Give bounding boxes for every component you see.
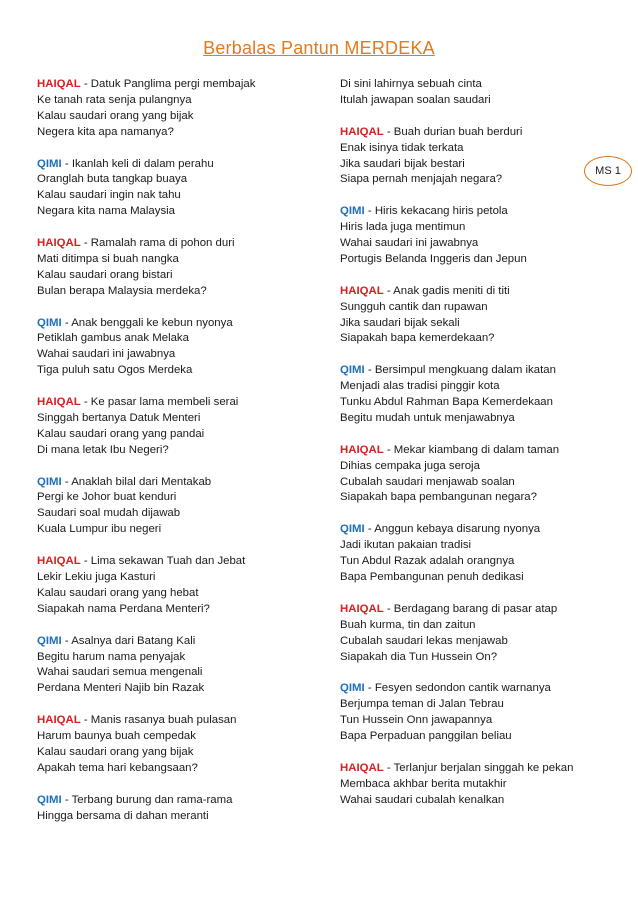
pantun-line — [340, 236, 610, 252]
line-text: - Ramalah rama di pohon duri — [83, 237, 235, 250]
line-text: - Hiris kekacang hiris petola — [367, 205, 508, 218]
pantun-line — [37, 554, 317, 570]
line-text: Apakah tema hari kebangsaan? — [37, 761, 198, 774]
line-text: Wahai saudari ini jawabnya — [37, 348, 176, 361]
line-text: - Ke pasar lama membeli serai — [83, 396, 239, 409]
pantun-line — [340, 395, 610, 411]
pantun-line — [37, 602, 317, 618]
speaker-name: QIMI — [37, 316, 62, 329]
line-text: Portugis Belanda Inggeris dan Jepun — [340, 252, 527, 265]
pantun-stanza — [340, 204, 610, 268]
line-text: Wahai saudari cubalah kenalkan — [340, 793, 505, 806]
speaker-name: HAIQAL — [37, 78, 81, 90]
pantun-line — [340, 490, 610, 506]
speaker-name: QIMI — [340, 364, 365, 377]
line-text: Perdana Menteri Najib bin Razak — [37, 682, 205, 695]
line-text: Mati ditimpa si buah nangka — [37, 252, 179, 265]
line-text: Tiga puluh satu Ogos Merdeka — [37, 364, 193, 377]
pantun-line — [37, 252, 317, 268]
pantun-line — [340, 77, 610, 93]
line-text: Siapa pernah menjajah negara? — [340, 173, 503, 186]
line-text: - Bersimpul mengkuang dalam ikatan — [367, 364, 556, 377]
pantun-line — [37, 284, 317, 300]
line-text: - Terlanjur berjalan singgah ke pekan — [386, 761, 574, 774]
pantun-stanza — [37, 554, 317, 618]
pantun-line — [340, 220, 610, 236]
line-text: Ke tanah rata senja pulangnya — [37, 93, 192, 106]
pantun-line — [340, 681, 610, 697]
pantun-line — [340, 634, 610, 650]
pantun-line — [340, 713, 610, 729]
pantun-line — [37, 188, 317, 204]
speaker-name: HAIQAL — [37, 555, 81, 568]
line-text: Hingga bersama di dahan meranti — [37, 809, 209, 822]
line-text: Kalau saudari orang yang bijak — [37, 109, 194, 122]
pantun-stanza — [37, 713, 317, 777]
pantun-line — [37, 172, 317, 188]
pantun-line — [340, 793, 610, 809]
speaker-name: HAIQAL — [340, 761, 384, 774]
line-text: - Anak benggali ke kebun nyonya — [64, 316, 233, 329]
pantun-line — [37, 427, 317, 443]
pantun-line — [340, 761, 610, 777]
speaker-name: HAIQAL — [340, 125, 384, 138]
pantun-line — [340, 204, 610, 220]
pantun-line — [340, 379, 610, 395]
pantun-stanza — [340, 284, 610, 348]
pantun-line — [340, 125, 610, 141]
pantun-stanza — [340, 761, 610, 809]
line-text: Cubalah saudari menjawab soalan — [340, 475, 515, 488]
line-text: Siapakah dia Tun Hussein On? — [340, 650, 498, 663]
speaker-name: HAIQAL — [340, 443, 384, 456]
line-text: Begitu mudah untuk menjawabnya — [340, 411, 515, 424]
speaker-name: QIMI — [340, 682, 365, 695]
pantun-line — [340, 141, 610, 157]
pantun-stanza — [37, 475, 317, 539]
line-text: - Anak gadis meniti di titi — [386, 284, 510, 297]
line-text: Enak isinya tidak terkata — [340, 141, 464, 154]
line-text: - Asalnya dari Batang Kali — [64, 634, 196, 647]
pantun-line — [37, 395, 317, 411]
pantun-stanza — [37, 634, 317, 698]
pantun-line — [340, 618, 610, 634]
pantun-stanza — [37, 77, 317, 141]
pantun-line — [340, 554, 610, 570]
line-text: Bapa Pembangunan penuh dedikasi — [340, 571, 524, 583]
document-title: Berbalas Pantun MERDEKA — [203, 38, 435, 58]
line-text: Wahai saudari semua mengenali — [37, 666, 203, 679]
pantun-line — [37, 93, 317, 109]
line-text: Pergi ke Johor buat kenduri — [37, 491, 177, 504]
pantun-stanza — [340, 443, 610, 507]
pantun-line — [340, 284, 610, 300]
speaker-name: QIMI — [37, 634, 62, 647]
pantun-line — [37, 411, 317, 427]
line-text: Cubalah saudari lekas menjawab — [340, 634, 508, 647]
line-text: Jika saudari bijak sekali — [340, 316, 460, 329]
line-text: - Fesyen sedondon cantik warnanya — [367, 682, 551, 695]
pantun-line — [37, 316, 317, 332]
pantun-line — [37, 761, 317, 777]
pantun-line — [37, 157, 317, 173]
line-text: - Buah durian buah berduri — [386, 125, 523, 138]
pantun-line — [340, 252, 610, 268]
pantun-stanza — [340, 77, 610, 109]
speaker-name: HAIQAL — [37, 714, 81, 727]
pantun-stanza — [340, 125, 610, 189]
line-text: Siapakah nama Perdana Menteri? — [37, 602, 210, 615]
pantun-line — [37, 793, 317, 809]
pantun-line — [340, 157, 610, 173]
line-text: Bulan berapa Malaysia merdeka? — [37, 284, 207, 297]
line-text: Harum baunya buah cempedak — [37, 730, 196, 743]
pantun-line — [340, 697, 610, 713]
pantun-line — [340, 316, 610, 332]
pantun-line — [340, 459, 610, 475]
pantun-line — [37, 443, 317, 459]
line-text: Kalau saudari orang yang hebat — [37, 586, 199, 599]
pantun-line — [37, 475, 317, 491]
pantun-line — [37, 125, 317, 141]
pantun-line — [37, 490, 317, 506]
line-text: Kalau saudari ingin nak tahu — [37, 189, 181, 202]
line-text: Tun Hussein Onn jawapannya — [340, 714, 493, 727]
line-text: Dihias cempaka juga seroja — [340, 459, 480, 472]
speaker-name: QIMI — [37, 475, 62, 488]
pantun-line — [340, 522, 610, 538]
line-text: Jadi ikutan pakaian tradisi — [340, 539, 472, 552]
line-text: Singgah bertanya Datuk Menteri — [37, 411, 201, 424]
pantun-line — [37, 109, 317, 125]
pantun-line — [340, 538, 610, 554]
pantun-stanza — [37, 316, 317, 380]
pantun-line — [37, 506, 317, 522]
line-text: Kuala Lumpur ibu negeri — [37, 523, 162, 536]
line-text: Bapa Perpaduan panggilan beliau — [340, 730, 512, 743]
speaker-name: QIMI — [340, 205, 365, 218]
pantun-line — [340, 411, 610, 427]
pantun-line — [340, 300, 610, 316]
line-text: Wahai saudari ini jawabnya — [340, 237, 479, 250]
line-text: Kalau saudari orang yang pandai — [37, 427, 205, 440]
line-text: Menjadi alas tradisi pinggir kota — [340, 380, 500, 393]
line-text: Hiris lada juga mentimun — [340, 221, 466, 234]
speaker-name: QIMI — [37, 793, 62, 806]
pantun-line — [340, 602, 610, 618]
line-text: Negara kita nama Malaysia — [37, 205, 176, 218]
line-text: Sungguh cantik dan rupawan — [340, 300, 488, 313]
line-text: Petiklah gambus anak Melaka — [37, 332, 189, 345]
pantun-line — [340, 475, 610, 491]
pantun-line — [37, 522, 317, 538]
pantun-line — [340, 363, 610, 379]
pantun-line — [37, 204, 317, 220]
pantun-line — [37, 268, 317, 284]
pantun-line — [37, 745, 317, 761]
pantun-line — [37, 77, 317, 93]
pantun-line — [37, 665, 317, 681]
speaker-name: HAIQAL — [340, 602, 384, 615]
pantun-line — [37, 634, 317, 650]
pantun-stanza — [340, 602, 610, 666]
pantun-stanza — [340, 522, 610, 586]
line-text: Oranglah buta tangkap buaya — [37, 173, 188, 186]
line-text: Membaca akhbar berita mutakhir — [340, 777, 507, 790]
line-text: Siapakah bapa kemerdekaan? — [340, 332, 495, 345]
line-text: - Berdagang barang di pasar atap — [386, 602, 558, 615]
line-text: Kalau saudari orang bistari — [37, 268, 173, 281]
right-column — [340, 77, 610, 824]
line-text: - Manis rasanya buah pulasan — [83, 714, 237, 727]
line-text: - Lima sekawan Tuah dan Jebat — [83, 555, 246, 568]
pantun-line — [340, 650, 610, 666]
speaker-name: HAIQAL — [340, 284, 384, 297]
line-text: Tun Abdul Razak adalah orangnya — [340, 555, 515, 568]
line-text: - Terbang burung dan rama-rama — [64, 793, 233, 806]
pantun-line — [340, 777, 610, 793]
pantun-line — [37, 586, 317, 602]
line-text: Begitu harum nama penyajak — [37, 650, 186, 663]
pantun-line — [340, 570, 610, 586]
pantun-line — [37, 236, 317, 252]
line-text: Siapakah bapa pembangunan negara? — [340, 491, 537, 504]
page-badge: MS 1 — [584, 156, 632, 186]
line-text: Tunku Abdul Rahman Bapa Kemerdekaan — [340, 396, 553, 409]
pantun-line — [340, 729, 610, 745]
pantun-line — [37, 681, 317, 697]
pantun-line — [340, 331, 610, 347]
pantun-stanza — [37, 793, 317, 825]
line-text: Di mana letak Ibu Negeri? — [37, 443, 169, 456]
pantun-line — [37, 363, 317, 379]
line-text: Lekir Lekiu juga Kasturi — [37, 571, 156, 583]
pantun-line — [37, 809, 317, 825]
pantun-line — [340, 172, 610, 188]
pantun-line — [340, 93, 610, 109]
speaker-name: HAIQAL — [37, 396, 81, 409]
pantun-line — [37, 347, 317, 363]
pantun-line — [37, 331, 317, 347]
pantun-line — [37, 650, 317, 666]
line-text: - Datuk Panglima pergi membajak — [83, 78, 256, 90]
pantun-line — [37, 729, 317, 745]
pantun-line — [340, 443, 610, 459]
line-text: Itulah jawapan soalan saudari — [340, 93, 491, 106]
pantun-line — [37, 713, 317, 729]
line-text: Jika saudari bijak bestari — [340, 157, 465, 170]
line-text: - Anaklah bilal dari Mentakab — [64, 475, 212, 488]
line-text: Kalau saudari orang yang bijak — [37, 745, 194, 758]
pantun-stanza — [340, 681, 610, 745]
line-text: Saudari soal mudah dijawab — [37, 507, 181, 520]
pantun-line — [37, 570, 317, 586]
line-text: Di sini lahirnya sebuah cinta — [340, 78, 482, 90]
speaker-name: HAIQAL — [37, 237, 81, 250]
line-text: - Ikanlah keli di dalam perahu — [64, 157, 214, 170]
line-text: Berjumpa teman di Jalan Tebrau — [340, 698, 504, 711]
line-text: Buah kurma, tin dan zaitun — [340, 618, 476, 631]
speaker-name: QIMI — [37, 157, 62, 170]
pantun-stanza — [340, 363, 610, 427]
pantun-stanza — [37, 236, 317, 300]
pantun-stanza — [37, 157, 317, 221]
pantun-stanza — [37, 395, 317, 459]
line-text: - Anggun kebaya disarung nyonya — [367, 523, 541, 536]
line-text: - Mekar kiambang di dalam taman — [386, 443, 560, 456]
left-column — [37, 77, 317, 840]
speaker-name: QIMI — [340, 523, 365, 536]
line-text: Negera kita apa namanya? — [37, 125, 174, 138]
